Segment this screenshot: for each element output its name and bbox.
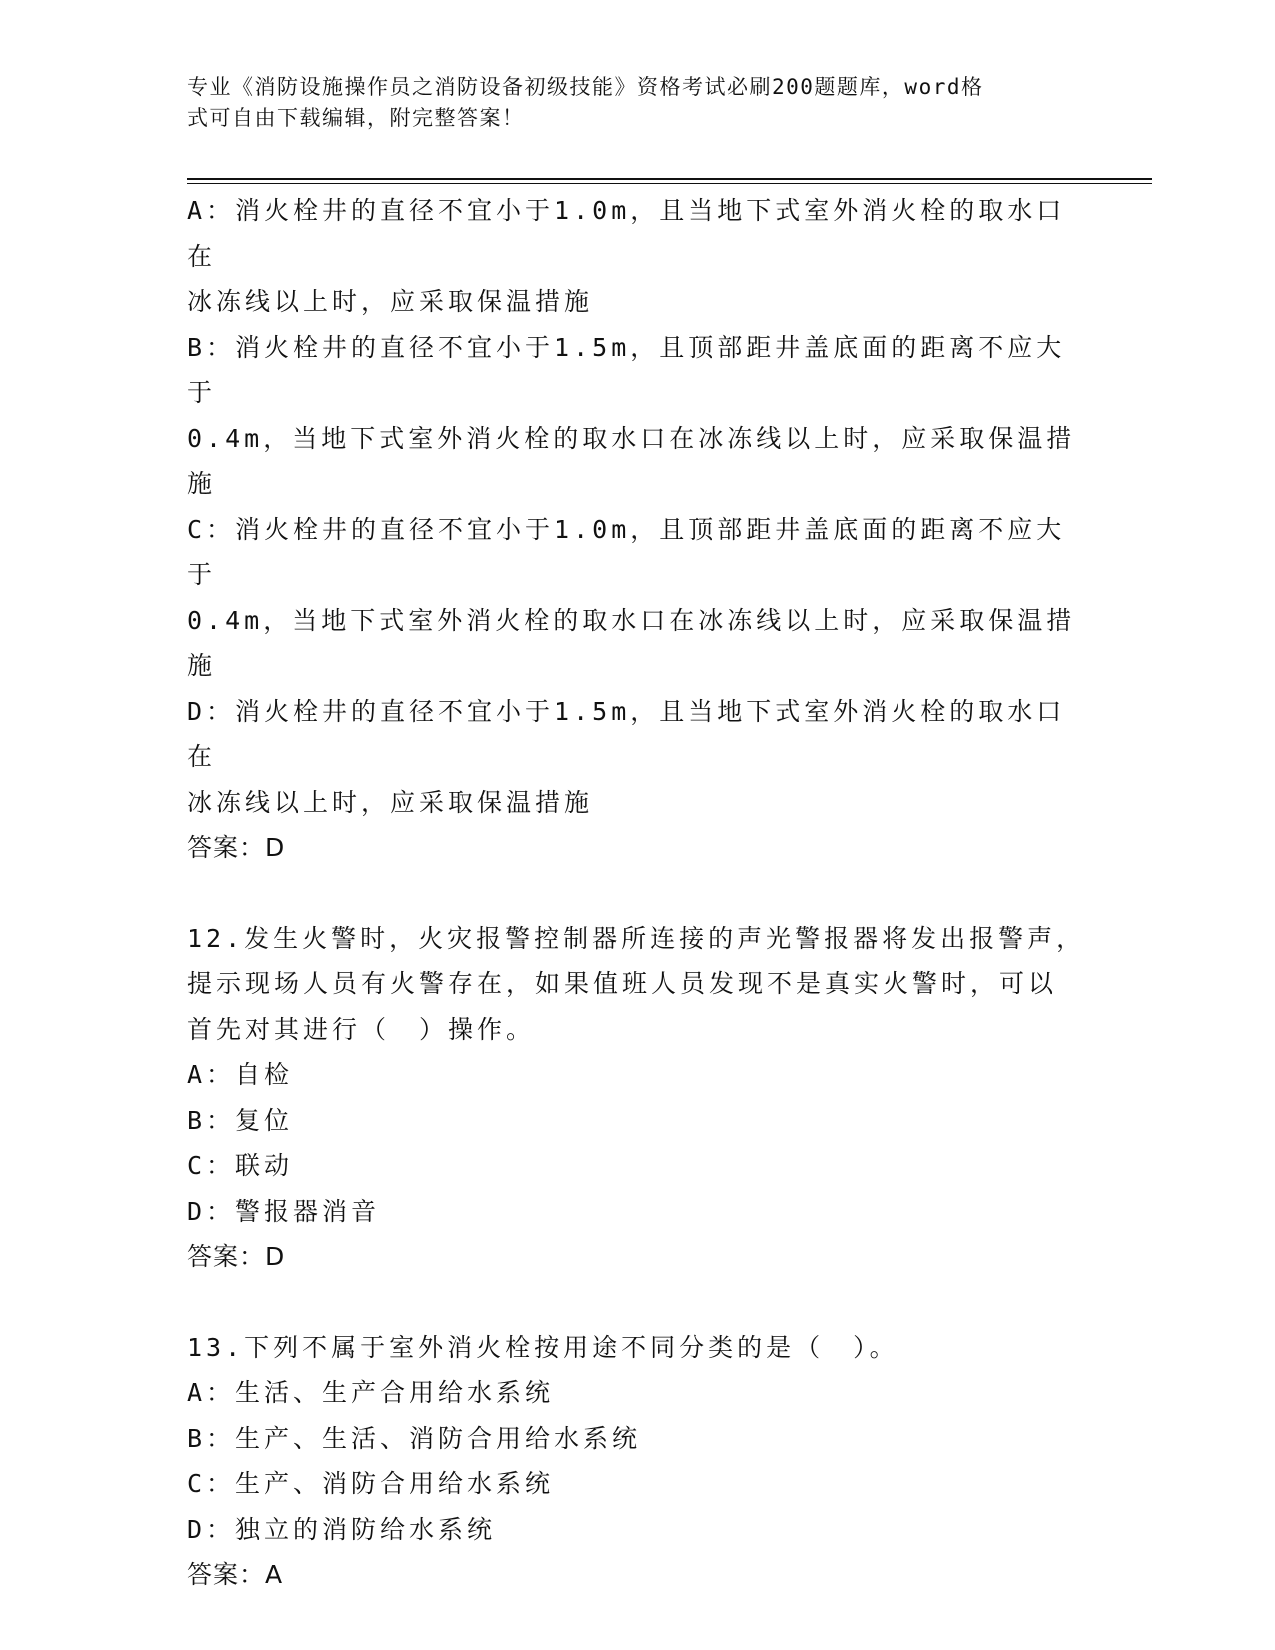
option-c	[187, 507, 1087, 689]
option-c: C：联动	[187, 1151, 294, 1180]
header-line: 专业《消防设施操作员之消防设备初级技能》资格考试必刷200题题库，word格	[187, 75, 984, 99]
question-stem-line: 提示现场人员有火警存在，如果值班人员发现不是真实火警时，可以	[187, 969, 1058, 998]
option-line: 施	[187, 469, 217, 498]
option-line: A：消火栓井的直径不宜小于1.0m，且当地下式室外消火栓的取水口在	[187, 196, 1066, 271]
option-d	[187, 689, 1087, 826]
header-divider-thin	[187, 183, 1152, 184]
option-line: B：消火栓井的直径不宜小于1.5m，且顶部距井盖底面的距离不应大于	[187, 332, 1066, 407]
header-divider	[187, 178, 1152, 180]
option-line: 0.4m，当地下式室外消火栓的取水口在冰冻线以上时，应采取保温措	[187, 423, 1076, 453]
option-b: B：复位	[187, 1105, 294, 1135]
option-b: B：生产、生活、消防合用给水系统	[187, 1423, 642, 1453]
question-13	[187, 1325, 1087, 1598]
option-line: 冰冻线以上时，应采取保温措施	[187, 787, 594, 817]
question-list	[187, 188, 1087, 1598]
option-a: A：生活、生产合用给水系统	[187, 1378, 555, 1407]
answer: 答案：D	[187, 833, 286, 862]
option-line: C：消火栓井的直径不宜小于1.0m，且顶部距井盖底面的距离不应大于	[187, 514, 1066, 589]
option-line: 冰冻线以上时，应采取保温措施	[187, 287, 594, 316]
question-stem-line: 12.发生火警时，火灾报警控制器所连接的声光警报器将发出报警声，	[187, 923, 1086, 953]
option-d: D：独立的消防给水系统	[187, 1514, 497, 1544]
option-a: A：自检	[187, 1060, 294, 1089]
answer: 答案：D	[187, 1242, 286, 1271]
option-line: 0.4m，当地下式室外消火栓的取水口在冰冻线以上时，应采取保温措	[187, 605, 1076, 635]
option-a	[187, 188, 1087, 325]
option-d: D：警报器消音	[187, 1196, 381, 1226]
header-line: 式可自由下载编辑，附完整答案！	[187, 106, 525, 130]
question-stem-line: 首先对其进行（ ）操作。	[187, 1014, 536, 1044]
question-11	[187, 188, 1087, 871]
question-12	[187, 916, 1087, 1280]
option-line: D：消火栓井的直径不宜小于1.5m，且当地下式室外消火栓的取水口在	[187, 696, 1066, 771]
answer: 答案：A	[187, 1560, 284, 1589]
option-b	[187, 325, 1087, 507]
document-header	[187, 72, 1067, 134]
question-stem: 13.下列不属于室外消火栓按用途不同分类的是（ ）。	[187, 1332, 899, 1362]
option-line: 施	[187, 651, 217, 680]
option-c: C：生产、消防合用给水系统	[187, 1469, 555, 1498]
